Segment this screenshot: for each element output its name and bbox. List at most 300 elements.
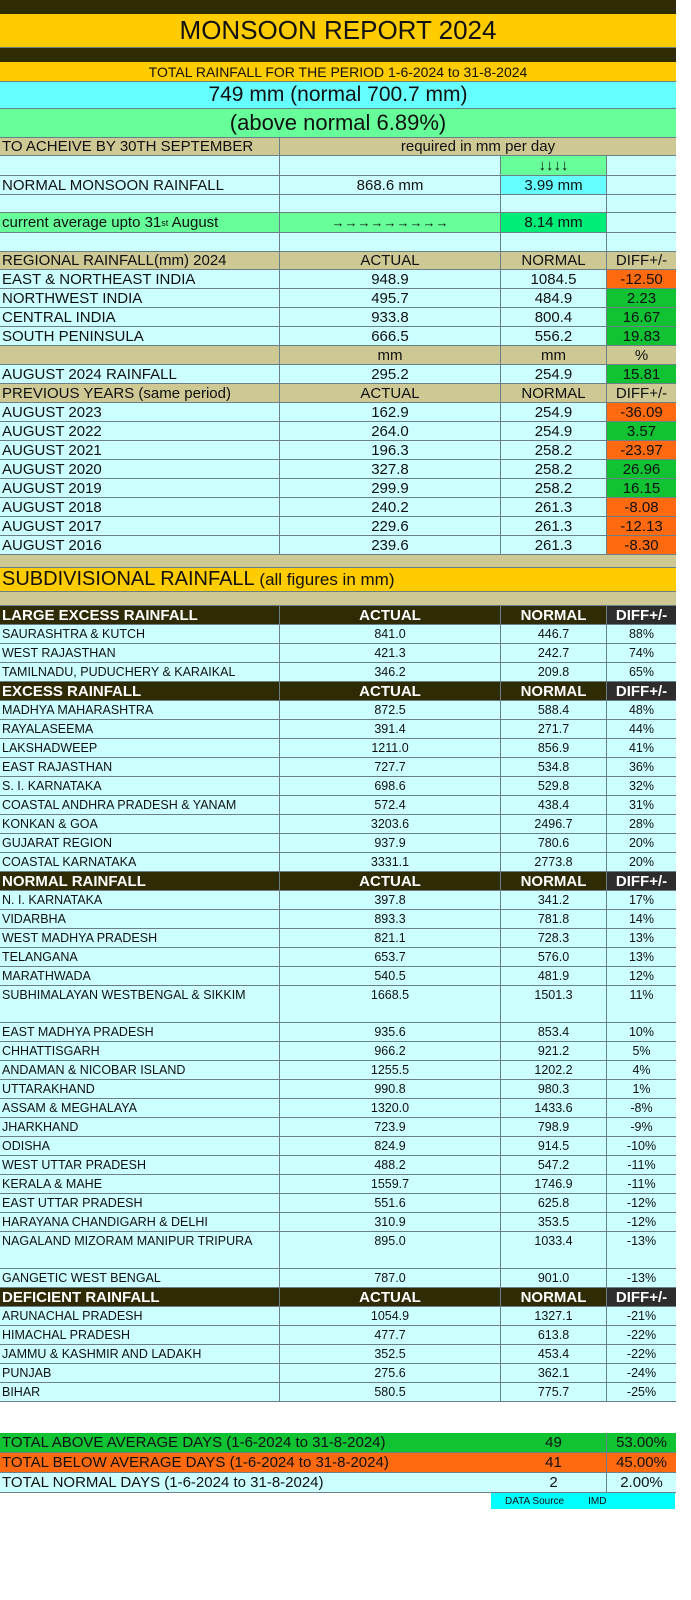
name-cell: JAMMU & KASHMIR AND LADAKH [0, 1345, 280, 1363]
diff-cell: -22% [626, 1328, 657, 1342]
normal-cell: 853.4 [501, 1023, 607, 1041]
actual-cell: ACTUAL [280, 1288, 501, 1306]
actual-cell: 1668.5 [280, 986, 501, 1022]
section-header-row [0, 682, 676, 701]
subdivision-row [0, 1345, 676, 1364]
diff-cell: 16.15 [607, 479, 676, 497]
august-2024-row [0, 365, 676, 384]
name-cell: WEST MADHYA PRADESH [0, 929, 280, 947]
diff-cell: -9% [630, 1120, 653, 1134]
name-cell: EAST RAJASTHAN [0, 758, 280, 776]
actual-cell: 1320.0 [280, 1099, 501, 1117]
diff-cell: -23.97 [607, 441, 676, 459]
page-title: MONSOON REPORT 2024 [0, 14, 676, 48]
actual-cell: 540.5 [280, 967, 501, 985]
name-cell: CHHATTISGARH [0, 1042, 280, 1060]
actual-cell: 488.2 [280, 1156, 501, 1174]
name-cell: AUGUST 2023 [0, 403, 280, 421]
diff-cell: -8.08 [607, 498, 676, 516]
actual-cell: 723.9 [280, 1118, 501, 1136]
actual-cell: 3331.1 [280, 853, 501, 871]
spacer-row [0, 195, 676, 213]
previous-year-row [0, 498, 676, 517]
name-cell: AUGUST 2021 [0, 441, 280, 459]
normal-cell: 446.7 [501, 625, 607, 643]
actual-cell: 966.2 [280, 1042, 501, 1060]
name-cell: EAST MADHYA PRADESH [0, 1023, 280, 1041]
name-cell: HIMACHAL PRADESH [0, 1326, 280, 1344]
diff-cell: -24% [626, 1366, 657, 1380]
previous-header-row [0, 384, 676, 403]
normal-cell: NORMAL [501, 1288, 607, 1306]
diff-cell: -13% [626, 1271, 657, 1285]
normal-cell: 728.3 [501, 929, 607, 947]
actual-cell: 872.5 [280, 701, 501, 719]
down-arrows-icon: ↓↓↓↓ [501, 156, 607, 175]
subdivision-row [0, 1364, 676, 1383]
diff-cell: 26.96 [607, 460, 676, 478]
diff-cell: 31% [628, 798, 655, 812]
normal-cell: 254.9 [501, 422, 607, 440]
blank-gap [0, 1402, 676, 1433]
name-cell: AUGUST 2018 [0, 498, 280, 516]
regional-row [0, 308, 676, 327]
diff-cell: 16.67 [607, 308, 676, 326]
normal-cell: 576.0 [501, 948, 607, 966]
name-cell: EXCESS RAINFALL [0, 682, 280, 700]
unit-diff: % [634, 346, 649, 364]
actual-cell: 352.5 [280, 1345, 501, 1363]
diff-cell: 13% [628, 931, 655, 945]
diff-cell: -8.30 [607, 536, 676, 554]
diff-cell: 10% [628, 1025, 655, 1039]
name-cell: GUJARAT REGION [0, 834, 280, 852]
totals-label: TOTAL NORMAL DAYS (1-6-2024 to 31-8-2024) [2, 1474, 324, 1491]
previous-year-row [0, 517, 676, 536]
target-header-row [0, 138, 676, 156]
normal-cell: 980.3 [501, 1080, 607, 1098]
normal-cell: 1033.4 [501, 1232, 607, 1268]
actual-cell: 346.2 [280, 663, 501, 681]
normal-cell: 258.2 [501, 441, 607, 459]
subdivision-row [0, 796, 676, 815]
section-header-row [0, 872, 676, 891]
normal-cell: 242.7 [501, 644, 607, 662]
subdivision-row [0, 853, 676, 872]
regional-row [0, 270, 676, 289]
diff-cell: 20% [628, 855, 655, 869]
name-cell: COASTAL ANDHRA PRADESH & YANAM [0, 796, 280, 814]
subdivision-row [0, 625, 676, 644]
subdivision-row [0, 1023, 676, 1042]
diff-cell: 20% [628, 836, 655, 850]
normal-cell: 613.8 [501, 1326, 607, 1344]
actual-cell: 1054.9 [280, 1307, 501, 1325]
diff-cell: 19.83 [607, 327, 676, 345]
actual-cell: 933.8 [280, 308, 501, 326]
totals-table [0, 1433, 676, 1493]
normal-cell: 1501.3 [501, 986, 607, 1022]
diff-cell: DIFF+/- [607, 872, 676, 890]
subdivision-row [0, 1326, 676, 1345]
diff-cell: 4% [632, 1063, 651, 1077]
diff-cell: 44% [628, 722, 655, 736]
actual-cell: 698.6 [280, 777, 501, 795]
august-2024-table [0, 365, 676, 384]
normal-monsoon-value: 868.6 mm [280, 176, 501, 194]
name-cell: KERALA & MAHE [0, 1175, 280, 1193]
diff-cell: -11% [627, 1158, 656, 1172]
diff-cell: 5% [632, 1044, 651, 1058]
subdivision-row [0, 1137, 676, 1156]
name-cell: ANDAMAN & NICOBAR ISLAND [0, 1061, 280, 1079]
source-label: DATA Source [505, 1495, 565, 1507]
name-cell: SUBHIMALAYAN WESTBENGAL & SIKKIM [0, 986, 280, 1022]
normal-cell: 341.2 [501, 891, 607, 909]
name-cell: AUGUST 2022 [0, 422, 280, 440]
diff-cell: 3.57 [607, 422, 676, 440]
actual-cell: 841.0 [280, 625, 501, 643]
normal-cell: NORMAL [501, 872, 607, 890]
normal-cell: 2773.8 [501, 853, 607, 871]
subdivision-row [0, 815, 676, 834]
name-cell: AUGUST 2020 [0, 460, 280, 478]
diff-cell: 2.23 [607, 289, 676, 307]
subdivision-row [0, 1383, 676, 1402]
section-header-row [0, 606, 676, 625]
name-cell: WEST RAJASTHAN [0, 644, 280, 662]
totals-percent: 45.00% [616, 1454, 667, 1471]
name-cell: TAMILNADU, PUDUCHERY & KARAIKAL [0, 663, 280, 681]
normal-cell: 254.9 [501, 403, 607, 421]
diff-cell: DIFF+/- [607, 606, 676, 624]
top-bar [0, 0, 676, 14]
name-cell: S. I. KARNATAKA [0, 777, 280, 795]
normal-cell: 261.3 [501, 517, 607, 535]
normal-cell: NORMAL [501, 606, 607, 624]
normal-cell: 209.8 [501, 663, 607, 681]
actual-cell: 295.2 [280, 365, 501, 383]
normal-cell: 362.1 [501, 1364, 607, 1382]
subdivision-row [0, 967, 676, 986]
normal-cell: 453.4 [501, 1345, 607, 1363]
subdivision-row [0, 1080, 676, 1099]
actual-cell: ACTUAL [280, 682, 501, 700]
diff-cell: 14% [628, 912, 655, 926]
actual-cell: 948.9 [280, 270, 501, 288]
normal-cell: 481.9 [501, 967, 607, 985]
actual-cell: 666.5 [280, 327, 501, 345]
actual-cell: 162.9 [280, 403, 501, 421]
normal-cell: 1433.6 [501, 1099, 607, 1117]
actual-cell: 275.6 [280, 1364, 501, 1382]
subdivision-row [0, 1061, 676, 1080]
diff-cell: -12.50 [607, 270, 676, 288]
diff-cell: 1% [632, 1082, 651, 1096]
regional-table [0, 252, 676, 346]
total-rainfall-line: 749 mm (normal 700.7 mm) [0, 82, 676, 109]
totals-days: 41 [501, 1453, 607, 1472]
actual-cell: 391.4 [280, 720, 501, 738]
actual-cell: 821.1 [280, 929, 501, 947]
actual-cell: ACTUAL [280, 252, 501, 269]
diff-cell: -25% [626, 1385, 657, 1399]
previous-years-table [0, 384, 676, 555]
normal-cell: 921.2 [501, 1042, 607, 1060]
diff-cell: 36% [628, 760, 655, 774]
spacer-row [0, 592, 676, 606]
normal-cell: 254.9 [501, 365, 607, 383]
name-cell: JHARKHAND [0, 1118, 280, 1136]
normal-cell: 1202.2 [501, 1061, 607, 1079]
diff-cell: 41% [628, 741, 655, 755]
subdivision-row [0, 948, 676, 967]
normal-monsoon-row [0, 176, 676, 195]
source-row [0, 1493, 676, 1509]
subdivision-row [0, 644, 676, 663]
subdivisional-title-row [0, 568, 676, 592]
diff-cell: -12% [626, 1196, 657, 1210]
normal-cell: 914.5 [501, 1137, 607, 1155]
normal-cell: 856.9 [501, 739, 607, 757]
previous-year-row [0, 422, 676, 441]
regional-row [0, 327, 676, 346]
normal-cell: 353.5 [501, 1213, 607, 1231]
actual-cell: 264.0 [280, 422, 501, 440]
actual-cell: ACTUAL [280, 606, 501, 624]
diff-cell: 74% [628, 646, 655, 660]
arrows-row [0, 156, 676, 176]
actual-cell: 787.0 [280, 1269, 501, 1287]
name-cell: RAYALASEEMA [0, 720, 280, 738]
actual-cell: 935.6 [280, 1023, 501, 1041]
diff-cell: -36.09 [607, 403, 676, 421]
normal-cell: 780.6 [501, 834, 607, 852]
actual-cell: 572.4 [280, 796, 501, 814]
normal-monsoon-label: NORMAL MONSOON RAINFALL [0, 176, 280, 194]
subdivision-row [0, 1269, 676, 1288]
subdivision-row [0, 1175, 676, 1194]
subdivision-tables [0, 606, 676, 1402]
name-cell: BIHAR [0, 1383, 280, 1401]
actual-cell: 1255.5 [280, 1061, 501, 1079]
name-cell: ASSAM & MEGHALAYA [0, 1099, 280, 1117]
diff-cell: DIFF+/- [615, 384, 668, 402]
diff-cell: DIFF+/- [607, 682, 676, 700]
name-cell: LAKSHADWEEP [0, 739, 280, 757]
above-normal-line: (above normal 6.89%) [0, 109, 676, 138]
diff-cell: 17% [628, 893, 655, 907]
normal-cell: 2496.7 [501, 815, 607, 833]
subdivision-row [0, 1099, 676, 1118]
normal-cell: 556.2 [501, 327, 607, 345]
diff-cell: -12% [626, 1215, 657, 1229]
normal-cell: 438.4 [501, 796, 607, 814]
subdivision-row [0, 910, 676, 929]
previous-year-row [0, 536, 676, 555]
normal-cell: 529.8 [501, 777, 607, 795]
normal-cell: 625.8 [501, 1194, 607, 1212]
diff-cell: -21% [626, 1309, 657, 1323]
previous-year-row [0, 403, 676, 422]
normal-cell: 800.4 [501, 308, 607, 326]
normal-cell: 258.2 [501, 460, 607, 478]
actual-cell: 551.6 [280, 1194, 501, 1212]
diff-cell: -10% [626, 1139, 657, 1153]
data-source [491, 1493, 675, 1509]
actual-cell: 937.9 [280, 834, 501, 852]
unit-actual: mm [280, 346, 501, 364]
actual-cell: 196.3 [280, 441, 501, 459]
right-arrows-icon: →→→→→→→→→ [280, 213, 501, 232]
name-cell: COASTAL KARNATAKA [0, 853, 280, 871]
regional-header-row [0, 252, 676, 270]
totals-label: TOTAL BELOW AVERAGE DAYS (1-6-2024 to 31-8-2024) [2, 1454, 389, 1471]
name-cell: MADHYA MAHARASHTRA [0, 701, 280, 719]
totals-row [0, 1453, 676, 1473]
subdivision-row [0, 1118, 676, 1137]
diff-cell: 28% [628, 817, 655, 831]
name-cell: AUGUST 2017 [0, 517, 280, 535]
diff-cell: 11% [629, 988, 654, 1002]
name-cell: NAGALAND MIZORAM MANIPUR TRIPURA [0, 1232, 280, 1268]
diff-cell: 12% [628, 969, 655, 983]
name-cell: VIDARBHA [0, 910, 280, 928]
name-cell: N. I. KARNATAKA [0, 891, 280, 909]
subdivision-row [0, 1042, 676, 1061]
diff-cell: 15.81 [607, 365, 676, 383]
current-required-value: 8.14 mm [501, 213, 607, 232]
diff-cell: 65% [628, 665, 655, 679]
name-cell: SOUTH PENINSULA [0, 327, 280, 345]
diff-cell: -11% [627, 1177, 656, 1191]
subdivision-row [0, 891, 676, 910]
name-cell: WEST UTTAR PRADESH [0, 1156, 280, 1174]
totals-days: 49 [501, 1433, 607, 1452]
diff-cell: 13% [628, 950, 655, 964]
normal-cell: NORMAL [501, 682, 607, 700]
normal-cell: 901.0 [501, 1269, 607, 1287]
actual-cell: ACTUAL [280, 384, 501, 402]
subdivision-row [0, 1213, 676, 1232]
diff-cell: -22% [626, 1347, 657, 1361]
previous-year-row [0, 460, 676, 479]
spacer-row [0, 233, 676, 252]
actual-cell: ACTUAL [280, 872, 501, 890]
normal-required-value: 3.99 mm [501, 176, 607, 194]
current-average-label: current average upto 31 st August [0, 213, 280, 232]
name-cell: ARUNACHAL PRADESH [0, 1307, 280, 1325]
totals-percent: 53.00% [616, 1434, 667, 1451]
required-label: required in mm per day [400, 138, 556, 155]
actual-cell: 727.7 [280, 758, 501, 776]
name-cell: TELANGANA [0, 948, 280, 966]
name-cell: PUNJAB [0, 1364, 280, 1382]
subdivisional-title: SUBDIVISIONAL RAINFALL [2, 568, 255, 590]
normal-cell: 1746.9 [501, 1175, 607, 1193]
actual-cell: 477.7 [280, 1326, 501, 1344]
totals-label: TOTAL ABOVE AVERAGE DAYS (1-6-2024 to 31-8-2024) [2, 1434, 386, 1451]
actual-cell: 310.9 [280, 1213, 501, 1231]
name-cell: AUGUST 2016 [0, 536, 280, 554]
subdivision-row [0, 739, 676, 758]
subdivision-row [0, 701, 676, 720]
actual-cell: 397.8 [280, 891, 501, 909]
name-cell: PREVIOUS YEARS (same period) [0, 384, 280, 402]
normal-cell: 547.2 [501, 1156, 607, 1174]
subdivision-row [0, 758, 676, 777]
section-header-row [0, 1288, 676, 1307]
actual-cell: 495.7 [280, 289, 501, 307]
subdivision-row [0, 1232, 676, 1269]
diff-cell: 32% [628, 779, 655, 793]
normal-cell: 1084.5 [501, 270, 607, 288]
subdivisional-note: (all figures in mm) [254, 570, 395, 589]
units-row [0, 346, 676, 365]
actual-cell: 240.2 [280, 498, 501, 516]
current-average-row [0, 213, 676, 233]
totals-row [0, 1473, 676, 1493]
subdivision-row [0, 720, 676, 739]
actual-cell: 895.0 [280, 1232, 501, 1268]
diff-cell: -13% [626, 1234, 657, 1248]
normal-cell: 798.9 [501, 1118, 607, 1136]
source-value: IMD [588, 1495, 607, 1507]
normal-cell: NORMAL [501, 384, 607, 402]
subdivision-row [0, 1307, 676, 1326]
normal-cell: 484.9 [501, 289, 607, 307]
unit-normal: mm [501, 346, 607, 364]
normal-cell: 588.4 [501, 701, 607, 719]
divider-bar [0, 48, 676, 62]
spacer-row [0, 555, 676, 568]
actual-cell: 299.9 [280, 479, 501, 497]
name-cell: AUGUST 2019 [0, 479, 280, 497]
actual-cell: 990.8 [280, 1080, 501, 1098]
previous-year-row [0, 441, 676, 460]
diff-cell: DIFF+/- [615, 252, 668, 269]
name-cell: KONKAN & GOA [0, 815, 280, 833]
name-cell: EAST UTTAR PRADESH [0, 1194, 280, 1212]
name-cell: UTTARAKHAND [0, 1080, 280, 1098]
subdivision-row [0, 777, 676, 796]
subdivision-row [0, 1156, 676, 1175]
diff-cell: 88% [628, 627, 655, 641]
name-cell: CENTRAL INDIA [0, 308, 280, 326]
normal-cell: 271.7 [501, 720, 607, 738]
diff-cell: DIFF+/- [607, 1288, 676, 1306]
normal-cell: 261.3 [501, 498, 607, 516]
name-cell: DEFICIENT RAINFALL [0, 1288, 280, 1306]
target-label: TO ACHEIVE BY 30TH SEPTEMBER [0, 138, 280, 155]
name-cell: NORMAL RAINFALL [0, 872, 280, 890]
actual-cell: 229.6 [280, 517, 501, 535]
normal-cell: 781.8 [501, 910, 607, 928]
name-cell: SAURASHTRA & KUTCH [0, 625, 280, 643]
name-cell: GANGETIC WEST BENGAL [0, 1269, 280, 1287]
diff-cell: 48% [628, 703, 655, 717]
actual-cell: 3203.6 [280, 815, 501, 833]
actual-cell: 893.3 [280, 910, 501, 928]
name-cell: AUGUST 2024 RAINFALL [0, 365, 280, 383]
actual-cell: 327.8 [280, 460, 501, 478]
name-cell: LARGE EXCESS RAINFALL [0, 606, 280, 624]
totals-row [0, 1433, 676, 1453]
name-cell: REGIONAL RAINFALL(mm) 2024 [0, 252, 280, 269]
name-cell: EAST & NORTHEAST INDIA [0, 270, 280, 288]
name-cell: ODISHA [0, 1137, 280, 1155]
actual-cell: 1559.7 [280, 1175, 501, 1193]
